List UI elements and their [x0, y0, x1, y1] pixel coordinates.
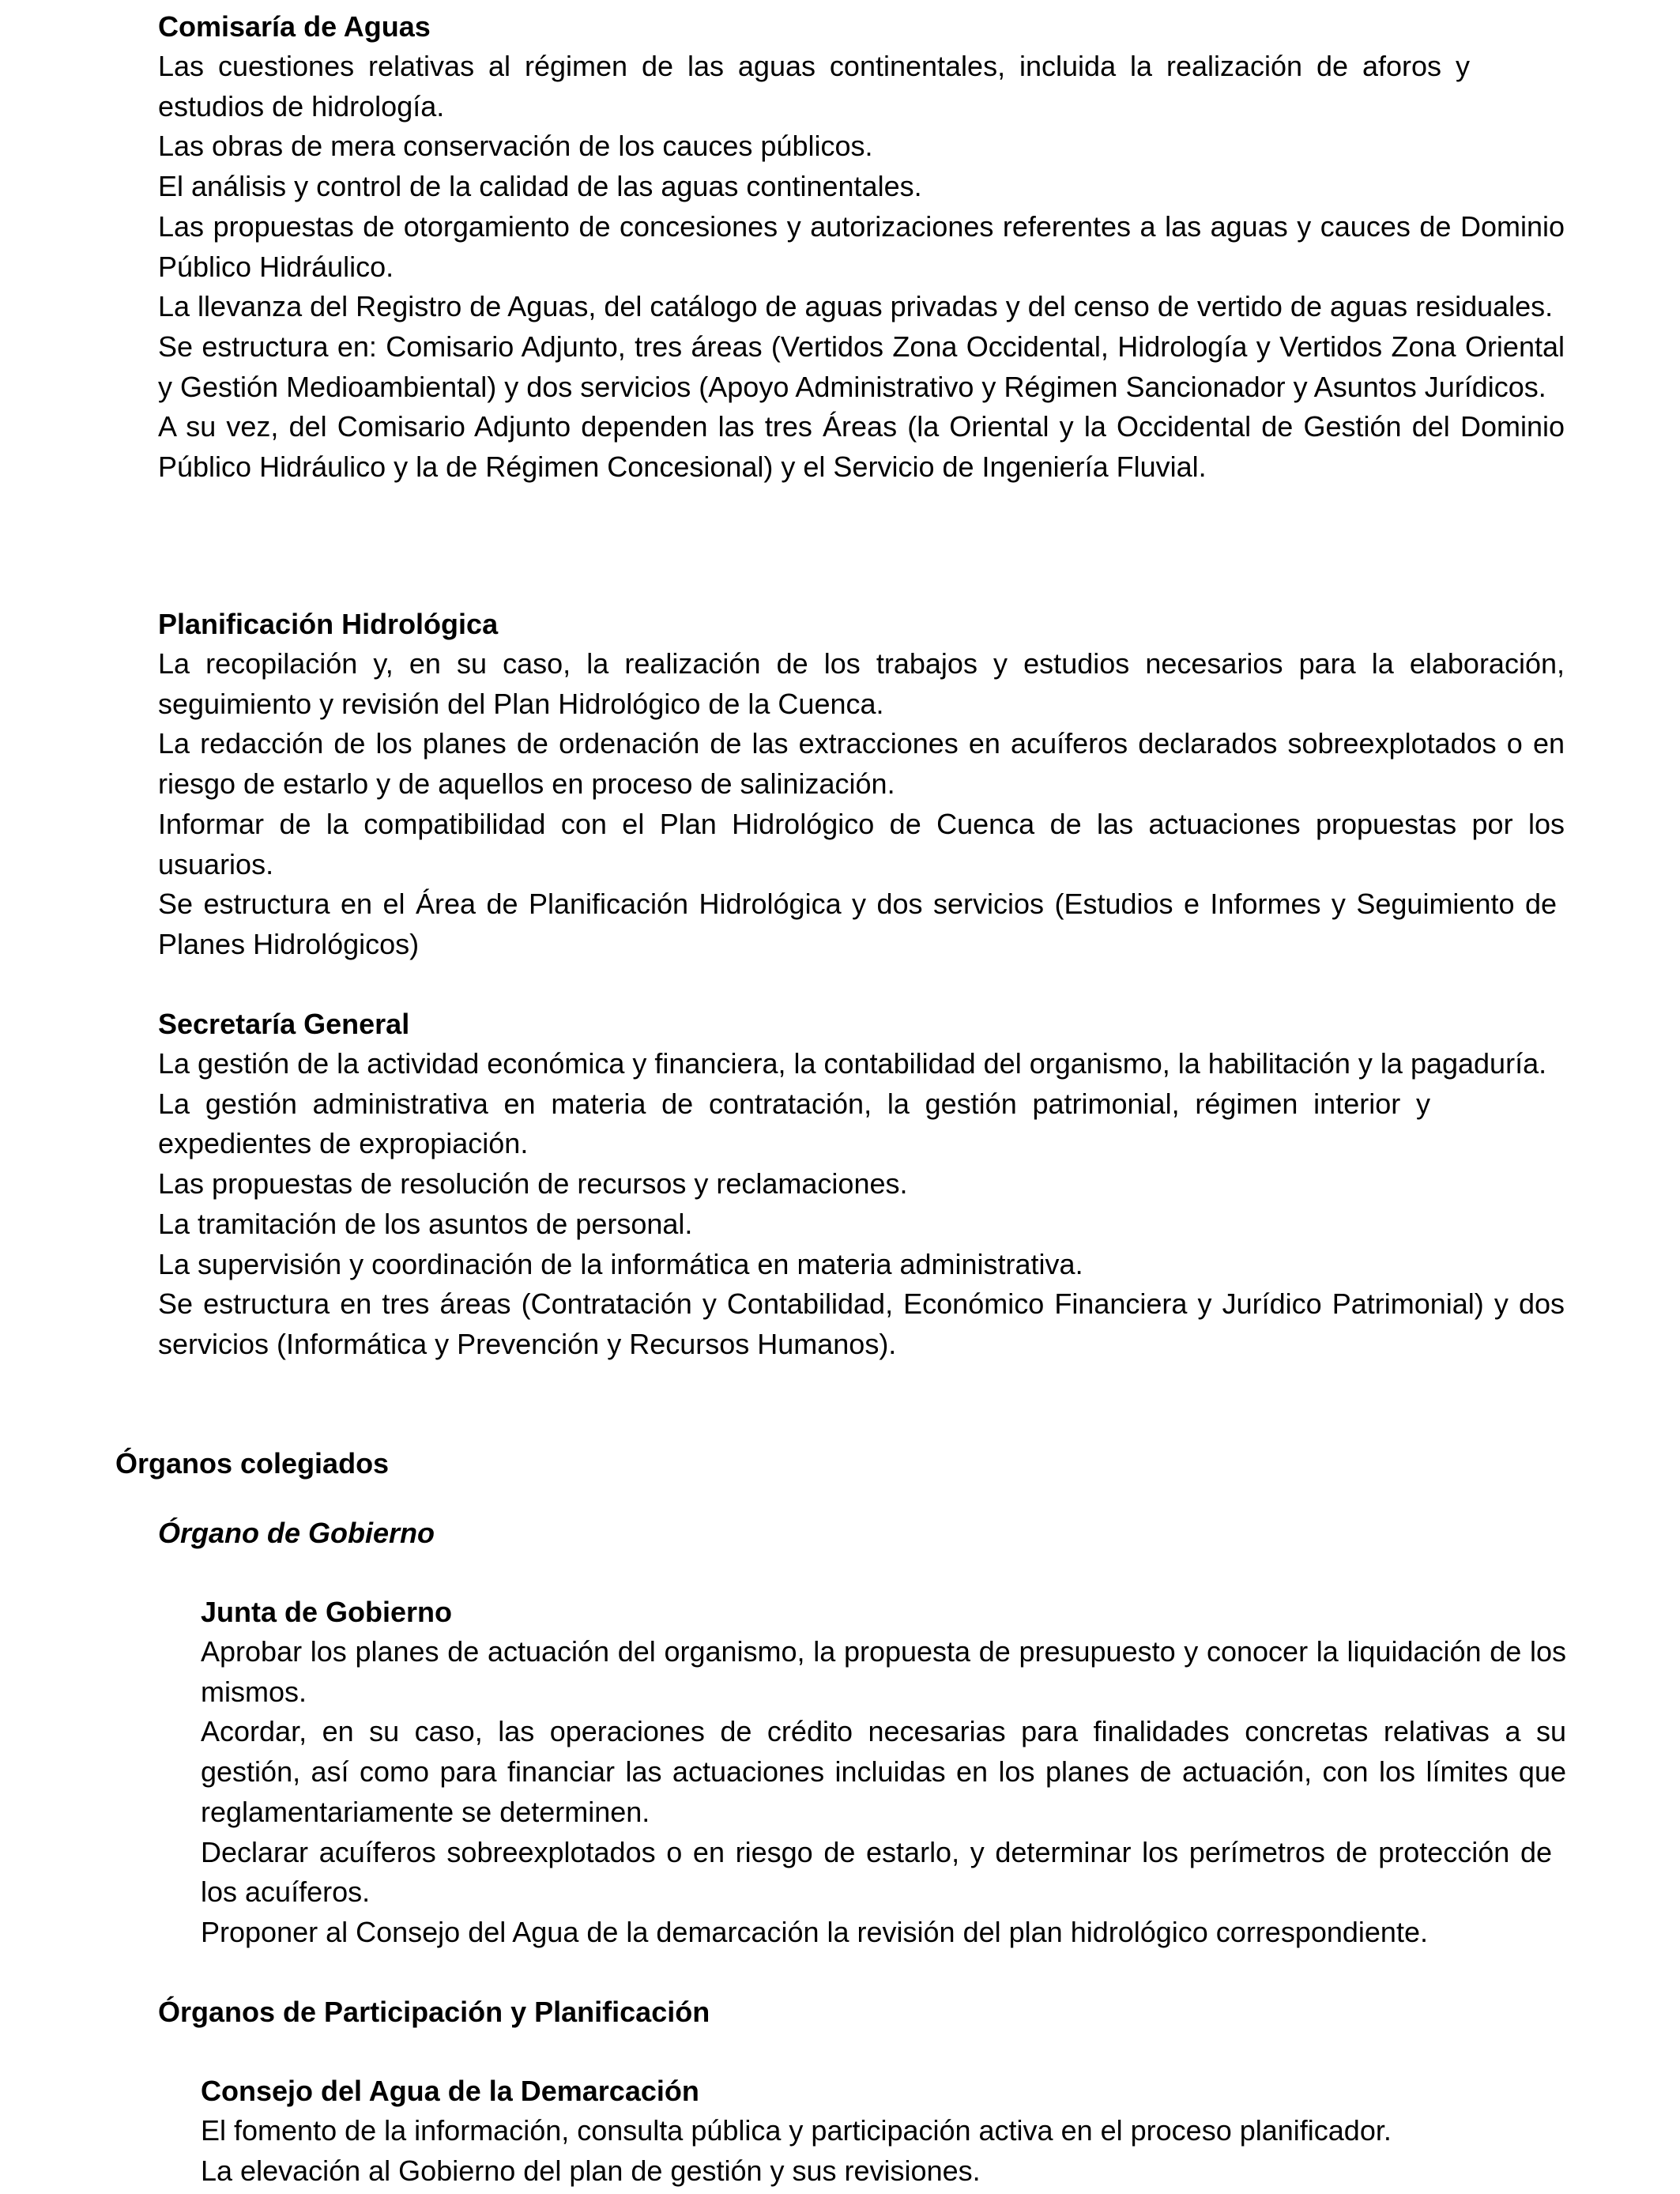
paragraph: Acordar, en su caso, las operaciones de crédito necesarias para finalidades concretas relativas a su gestión, así como para financiar las actuaciones incluidas en los planes de actuación, con los límites que reglamentariamente se determinen.: [201, 1715, 1566, 1828]
paragraph: Se estructura en: Comisario Adjunto, tres áreas (Vertidos Zona Occidental, Hidrología y Vertidos Zona Oriental y Gestión Medioambiental) y dos servicios (Apoyo Administrativo y Régimen Sancionador y Asuntos Jurídicos.: [158, 330, 1565, 403]
paragraph: La gestión administrativa en materia de contratación, la gestión patrimonial, régimen interior y expedientes de expropiación.: [158, 1087, 1430, 1160]
paragraph: Las cuestiones relativas al régimen de las aguas continentales, incluida la realización de aforos y estudios de hidrología.: [158, 50, 1470, 123]
section-organos-participacion: [158, 1992, 1565, 2032]
paragraph: La llevanza del Registro de Aguas, del catálogo de aguas privadas y del censo de vertido de aguas residuales.: [158, 290, 1554, 323]
paragraph: Las propuestas de otorgamiento de concesiones y autorizaciones referentes a las aguas y cauces de Dominio Público Hidráulico.: [158, 209, 1565, 283]
section-heading: Comisaría de Aguas: [158, 10, 431, 43]
paragraph: El análisis y control de la calidad de las aguas continentales.: [158, 170, 922, 203]
section-heading: Planificación Hidrológica: [158, 608, 499, 640]
paragraph: El fomento de la información, consulta pública y participación activa en el proceso planificador.: [201, 2114, 1392, 2147]
section-secretaria: [158, 1004, 1565, 1365]
paragraph: La supervisión y coordinación de la informática en materia administrativa.: [158, 1247, 1083, 1280]
subsection-heading: Órgano de Gobierno: [158, 1517, 435, 1549]
paragraph: La gestión de la actividad económica y financiera, la contabilidad del organismo, la habilitación y la pagaduría.: [158, 1047, 1547, 1080]
section-heading: Secretaría General: [158, 1008, 410, 1040]
paragraph: Las propuestas de resolución de recursos y reclamaciones.: [158, 1167, 908, 1201]
organos-heading: Órganos colegiados: [115, 1447, 390, 1480]
section-consejo-agua: [201, 2071, 1566, 2191]
paragraph: Proponer al Consejo del Agua de la demarcación la revisión del plan hidrológico correspondiente.: [201, 1915, 1428, 1948]
section-heading: Junta de Gobierno: [201, 1596, 453, 1628]
paragraph: Declarar acuíferos sobreexplotados o en riesgo de estarlo, y determinar los perímetros de protección de los acuíferos.: [201, 1835, 1552, 1909]
paragraph: Informar de la compatibilidad con el Plan Hidrológico de Cuenca de las actuaciones propuestas por los usuarios.: [158, 807, 1565, 880]
paragraph: La recopilación y, en su caso, la realización de los trabajos y estudios necesarios para la elaboración, seguimiento y revisión del Plan Hidrológico de la Cuenca.: [158, 647, 1565, 720]
section-heading: Consejo del Agua de la Demarcación: [201, 2075, 699, 2107]
paragraph: Aprobar los planes de actuación del organismo, la propuesta de presupuesto y conocer la liquidación de los mismos.: [201, 1635, 1566, 1708]
section-junta-gobierno: [201, 1592, 1566, 1953]
section-comisaria: [158, 6, 1565, 488]
paragraph: A su vez, del Comisario Adjunto dependen las tres Áreas (la Oriental y la Occidental de Gestión del Dominio Público Hidráulico y la de Régimen Concesional) y el Servicio de Ingeniería Fluvial.: [158, 410, 1565, 484]
paragraph: La elevación al Gobierno del plan de gestión y sus revisiones.: [201, 2154, 981, 2187]
paragraph: Se estructura en el Área de Planificación Hidrológica y dos servicios (Estudios e Informes y Seguimiento de Planes Hidrológicos): [158, 888, 1557, 960]
section-organo-gobierno: [158, 1513, 1565, 1553]
subsection-heading: Órganos de Participación y Planificación: [158, 1996, 710, 2028]
paragraph: La redacción de los planes de ordenación de las extracciones en acuíferos declarados sobreexplotados o en riesgo de estarlo y de aquellos en proceso de salinización.: [158, 727, 1565, 801]
section-planificacion: [158, 604, 1565, 965]
paragraph: Se estructura en tres áreas (Contratación y Contabilidad, Económico Financiera y Jurídico Patrimonial) y dos servicios (Informática y Prevención y Recursos Humanos).: [158, 1287, 1565, 1360]
paragraph: Las obras de mera conservación de los cauces públicos.: [158, 130, 873, 163]
paragraph: La tramitación de los asuntos de personal.: [158, 1207, 693, 1240]
